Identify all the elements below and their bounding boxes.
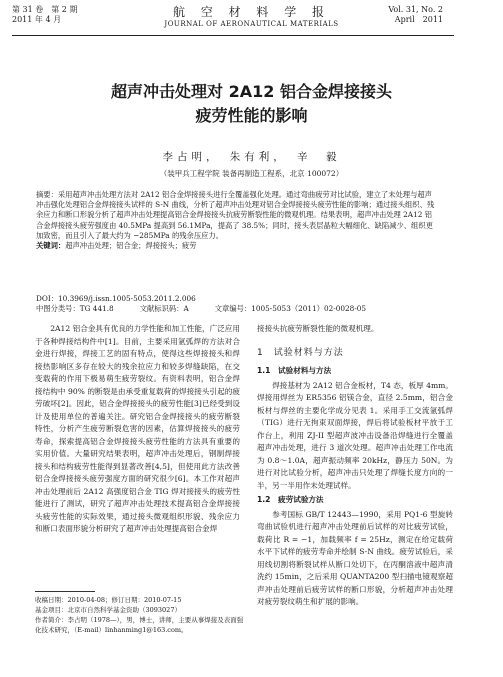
keywords-line [36, 241, 436, 251]
authors: 李占明， 朱有利， 辛 毅 [162, 151, 341, 163]
issue-date-en: April 2011 [394, 15, 443, 24]
journal-title-en: JOURNAL OF AERONAUTICAL MATERIALS [164, 20, 339, 28]
affiliation: （装甲兵工程学院 装备再制造工程系，北京 100072） [159, 169, 344, 178]
abstract-text: 摘要：采用超声冲击处理方法对 2A12 铝合金焊接接头进行全覆盖强化处理。通过弯曲疲劳对比试验，建立了未处理与超声冲击强化处理铝合金焊接接头试样的 S-N 曲线，分析了超声冲击处理对铝合金焊接接头疲劳性能的影响；通过接头组织、残余应力和断口形貌分析了超声冲击处理提高铝合金焊接接头抗疲劳断裂性能的微观机理。结果表明，超声冲击处理 2A12 铝合金焊接接头疲劳强度由 40.5MPa 提高到 56.1MPa，提高了 38.5%；同时，接头表层晶粒大幅细化、缺陷减少、组织更加致密，而且引入了最大约为 −285MPa 的残余压应力。 [36, 190, 435, 240]
abstract-block [36, 190, 436, 251]
header-right [388, 5, 443, 25]
doi: DOI：10.3969/j.issn.1005-5053.2011.2.006 [36, 294, 196, 303]
subsection-heading: 1.1 试验材料与方法 [257, 366, 332, 375]
keywords-label: 关键词： [36, 241, 66, 251]
article-meta [36, 294, 436, 314]
section-heading: 1 试验材料与方法 [257, 347, 344, 358]
keywords: 超声冲击处理；铝合金；焊接接头；疲劳 [65, 241, 197, 251]
footnote [35, 595, 245, 635]
volume-issue: 第 31 卷 第 2 期 [12, 5, 78, 14]
article-number: 文章编号：1005-5053（2011）02-0028-05 [214, 304, 367, 313]
subsection-heading: 1.2 疲劳试验方法 [257, 495, 324, 504]
left-column [35, 323, 240, 536]
materials-paragraph: 焊接基材为 2A12 铝合金板材，T4 态，板厚 4mm。焊接用焊丝为 ER5356 铝镁合金，直径 2.5mm，铝合金板材与焊丝的主要化学成分见表 1。采用手工交流氩弧焊（TIG）进行无拘束双面焊接，焊后将试验板材平放于工作台上，利用 ZJ-II 型超声波冲击设备沿焊缝进行全覆盖超声冲击处理，进行 3 道次处理。超声冲击处理工作电流为 0.8～1.0A，超声振动频率 20kHz，静压力 50N。为进行对比试验分析，超声冲击只处理了焊缝长度方向的一半，另一半用作未处理试样。 [257, 380, 453, 490]
clc-number: 中图分类号：TG 441.8 [36, 304, 114, 313]
received-date: 收稿日期：2010-04-08；修订日期：2010-07-15 [35, 596, 182, 604]
fund-info: 基金项目：北京市自然科学基金资助（3093027） [35, 606, 181, 614]
paper-title [0, 80, 503, 128]
footnote-rule [35, 591, 95, 592]
right-column [257, 323, 453, 609]
issue-date: 2011 年 4 月 [12, 15, 62, 24]
intro-continuation: 接接头抗疲劳断裂性能的微观机理。 [257, 324, 379, 333]
intro-paragraph: 2A12 铝合金具有优良的力学性能和加工性能，广泛应用于各种焊接结构件中[1]。目前，主要采用氩弧焊的方法对合金进行焊接，焊接工艺的固有特点，使得这些焊接接头和焊接热影响区多存在较大的残余拉应力和较多焊缝缺陷，在交变载荷的作用下极易萌生疲劳裂纹。有资料表明，铝合金焊接结构中 90% 的断裂是由承受重复载荷的焊接接头引起的疲劳破坏[2]。因此，铝合金焊接接头的疲劳性能[3]已经受到设计及使用单位的普遍关注。研究铝合金焊接接头的疲劳断裂特性，分析产生疲劳断裂危害的因素，估算焊接接头的疲劳寿命，探索提高铝合金焊接接头疲劳性能的方法具有重要的实用价值。大量研究结果表明，超声冲击处理后，钢制焊接接头和结构疲劳性能得到显著改善[4,5]，但使用此方法改善铝合金焊接接头疲劳强度方面的研究很少[6]。本工作对超声冲击处理前后 2A12 高强度铝合金 TIG 焊对接接头的疲劳性能进行了测试，研究了超声冲击处理技术提高铝合金焊接接头疲劳性能的实际效果，通过接头微观组织形貌、残余应力和断口表面形貌分析研究了超声冲击处理提高铝合金焊 [35, 324, 240, 533]
volume-issue-en: Vol. 31, No. 2 [388, 5, 443, 14]
title-line-2: 疲劳性能的影响 [195, 106, 308, 125]
title-line-1: 超声冲击处理对 2A12 铝合金焊接接头 [111, 82, 392, 101]
fatigue-test-paragraph: 参考国标 GB/T 12443—1990，采用 PQ1-6 型旋转弯曲试验机进行超声冲击处理前后试样的对比疲劳试验，载荷比 R = −1，加载频率 f = 25Hz，测定在给定载荷水平下试样的疲劳寿命并绘制 S-N 曲线。疲劳试验后，采用线切割将断裂试样从断口处切下，在丙酮溶液中超声清洗约 15min，之后采用 QUANTA200 型扫描电镜观察超声冲击处理前后疲劳试样的断口形貌，分析超声冲击处理对疲劳裂纹萌生和扩展的影响。 [257, 509, 453, 606]
document-code: 文献标识码：A [139, 304, 189, 313]
author-bio: 作者简介：李占明（1978—），男，博士，讲师，主要从事焊接及表面强化技术研究，（E-mail）linhanming1@163.com。 [35, 616, 244, 634]
journal-title-zh: 航 空 材 料 学 报 [172, 5, 331, 19]
header-rule [12, 35, 454, 36]
